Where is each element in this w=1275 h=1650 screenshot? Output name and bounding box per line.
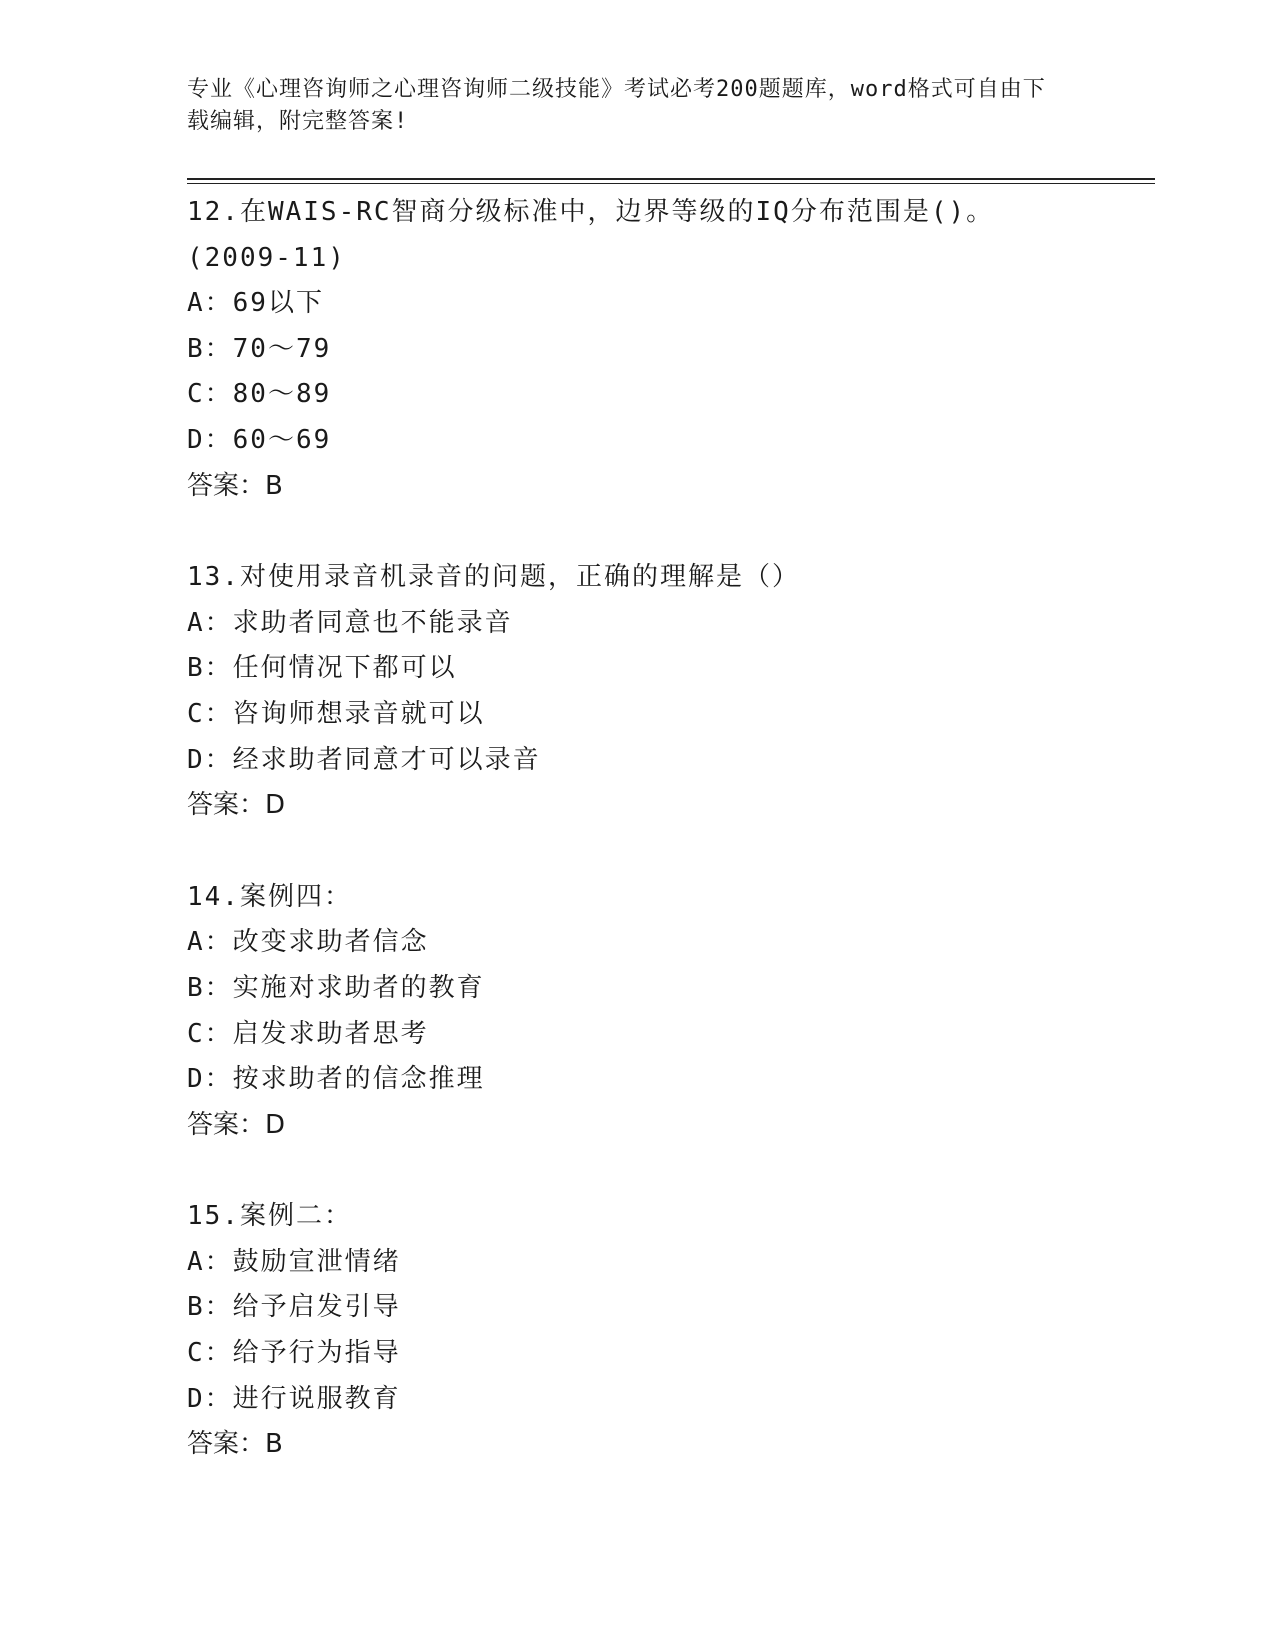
answer-line: 答案：D — [187, 790, 286, 821]
option-a: A：改变求助者信念 — [187, 927, 429, 958]
question-stem-extra: (2009-11) — [187, 242, 346, 273]
option-c: C：启发求助者思考 — [187, 1018, 429, 1049]
question-stem: 15.案例二： — [187, 1201, 352, 1232]
question-list — [187, 190, 1155, 1514]
header-divider-thick — [187, 178, 1155, 180]
option-c: C：80～89 — [187, 379, 332, 410]
option-b: B：实施对求助者的教育 — [187, 972, 485, 1003]
option-c: C：给予行为指导 — [187, 1338, 401, 1369]
option-a: A：鼓励宣泄情绪 — [187, 1246, 401, 1277]
option-b: B：给予启发引导 — [187, 1292, 401, 1323]
header-divider-thin — [187, 183, 1155, 184]
question-15 — [187, 1194, 1155, 1468]
answer-line: 答案：D — [187, 1109, 286, 1140]
question-12 — [187, 190, 1155, 509]
answer-line: 答案：B — [187, 1429, 283, 1460]
question-stem: 14.案例四： — [187, 881, 352, 912]
option-c: C：咨询师想录音就可以 — [187, 698, 485, 729]
option-d: D：经求助者同意才可以录音 — [187, 744, 541, 775]
answer-line: 答案：B — [187, 470, 283, 501]
option-d: D：60～69 — [187, 424, 332, 455]
question-stem: 12.在WAIS-RC智商分级标准中，边界等级的IQ分布范围是()。 — [187, 197, 995, 227]
question-14 — [187, 875, 1155, 1149]
option-d: D：按求助者的信念推理 — [187, 1064, 485, 1095]
question-13 — [187, 555, 1155, 829]
question-stem: 13.对使用录音机录音的问题，正确的理解是（） — [187, 562, 800, 593]
option-d: D：进行说服教育 — [187, 1383, 401, 1414]
option-a: A：求助者同意也不能录音 — [187, 607, 513, 638]
option-b: B：70～79 — [187, 333, 332, 364]
option-b: B：任何情况下都可以 — [187, 653, 457, 684]
option-a: A：69以下 — [187, 288, 324, 319]
document-header: 专业《心理咨询师之心理咨询师二级技能》考试必考200题题库，word格式可自由下载编辑，附完整答案! — [187, 77, 1046, 134]
